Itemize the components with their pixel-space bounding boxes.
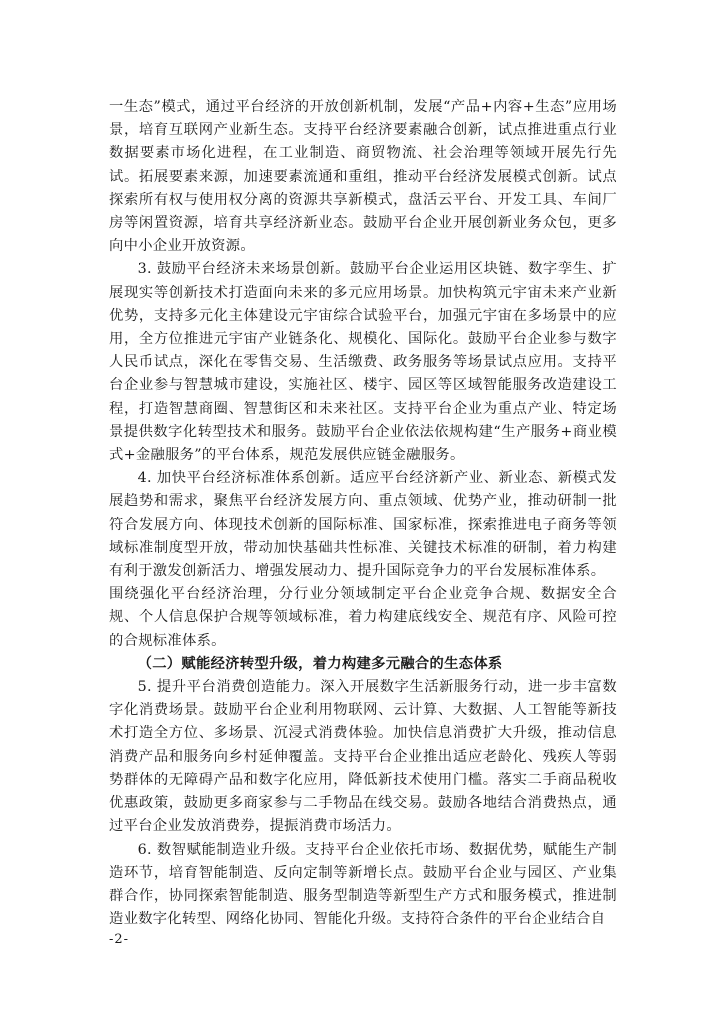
section-heading-2: （二）赋能经济转型升级，着力构建多元融合的生态体系 — [137, 655, 503, 672]
paragraph-4-continuation-governance: 围绕强化平台经济治理，分行业分领域制定平台企业竞争合规、数据安全合规、个人信息保护合规等领域标准，着力构建底线安全、规范有序、风险可控的合规标准体系。 — [109, 586, 617, 649]
paragraph-5-consumption: 5. 提升平台消费创造能力。深入开展数字生活新服务行动，进一步丰富数字化消费场景。鼓励平台企业利用物联网、云计算、大数据、人工智能等新技术打造全方位、多场景、沉浸式消费体验。加快信息消费扩大升级，推动信息消费产品和服务向乡村延伸覆盖。支持平台企业推出适应老龄化、残疾人等弱势群体的无障碍产品和数字化应用，降低新技术使用门槛。落实二手商品税收优惠政策，鼓励更多商家参与二手物品在线交易。鼓励各地结合消费热点，通过平台企业发放消费券，提振消费市场活力。 — [109, 679, 617, 835]
page-number: -2- — [109, 932, 130, 947]
paragraph-continuation-ecosystem: 一生态”模式，通过平台经济的开放创新机制，发展“产品+内容+生态”应用场景，培育互联网产业新生态。支持平台经济要素融合创新，试点推进重点行业数据要素市场化进程，在工业制造、商贸物流、社会治理等领域开展先行先试。拓展要素来源，加速要素流通和重组，推动平台经济发展模式创新。试点探索所有权与使用权分离的资源共享新模式，盘活云平台、开发工具、车间厂房等闲置资源，培育共享经济新业态。鼓励平台企业开展创新业务众包，更多向中小企业开放资源。 — [109, 99, 617, 255]
paragraph-4-standards-system: 4. 加快平台经济标准体系创新。适应平台经济新产业、新业态、新模式发展趋势和需求，聚焦平台经济发展方向、重点领域、优势产业，推动研制一批符合发展方向、体现技术创新的国际标准、国家标准，探索推进电子商务等领域标准制度型开放，带动加快基础共性标准、关键技术标准的研制，着力构建有利于激发创新活力、增强发展动力、提升国际竞争力的平台发展标准体系。 — [109, 470, 617, 580]
paragraph-3-future-scenarios: 3. 鼓励平台经济未来场景创新。鼓励平台企业运用区块链、数字孪生、扩展现实等创新技术打造面向未来的多元应用场景。加快构筑元宇宙未来产业新优势，支持多元化主体建设元宇宙综合试验平台，加强元宇宙在多场景中的应用，全方位推进元宇宙产业链条化、规模化、国际化。鼓励平台企业参与数字人民币试点，深化在零售交易、生活缴费、政务服务等场景试点应用。支持平台企业参与智慧城市建设，实施社区、楼宇、园区等区域智能服务改造建设工程，打造智慧商圈、智慧街区和未来社区。支持平台企业为重点产业、特定场景提供数字化转型技术和服务。鼓励平台企业依法依规构建“生产服务+商业模式+金融服务”的平台体系，规范发展供应链金融服务。 — [109, 261, 617, 464]
paragraph-6-manufacturing: 6. 数智赋能制造业升级。支持平台企业依托市场、数据优势，赋能生产制造环节，培育智能制造、反向定制等新增长点。鼓励平台企业与园区、产业集群合作，协同探索智能制造、服务型制造等新型生产方式和服务模式，推进制造业数字化转型、网络化协同、智能化升级。支持符合条件的平台企业结合自 — [109, 841, 617, 928]
document-body — [109, 96, 617, 931]
